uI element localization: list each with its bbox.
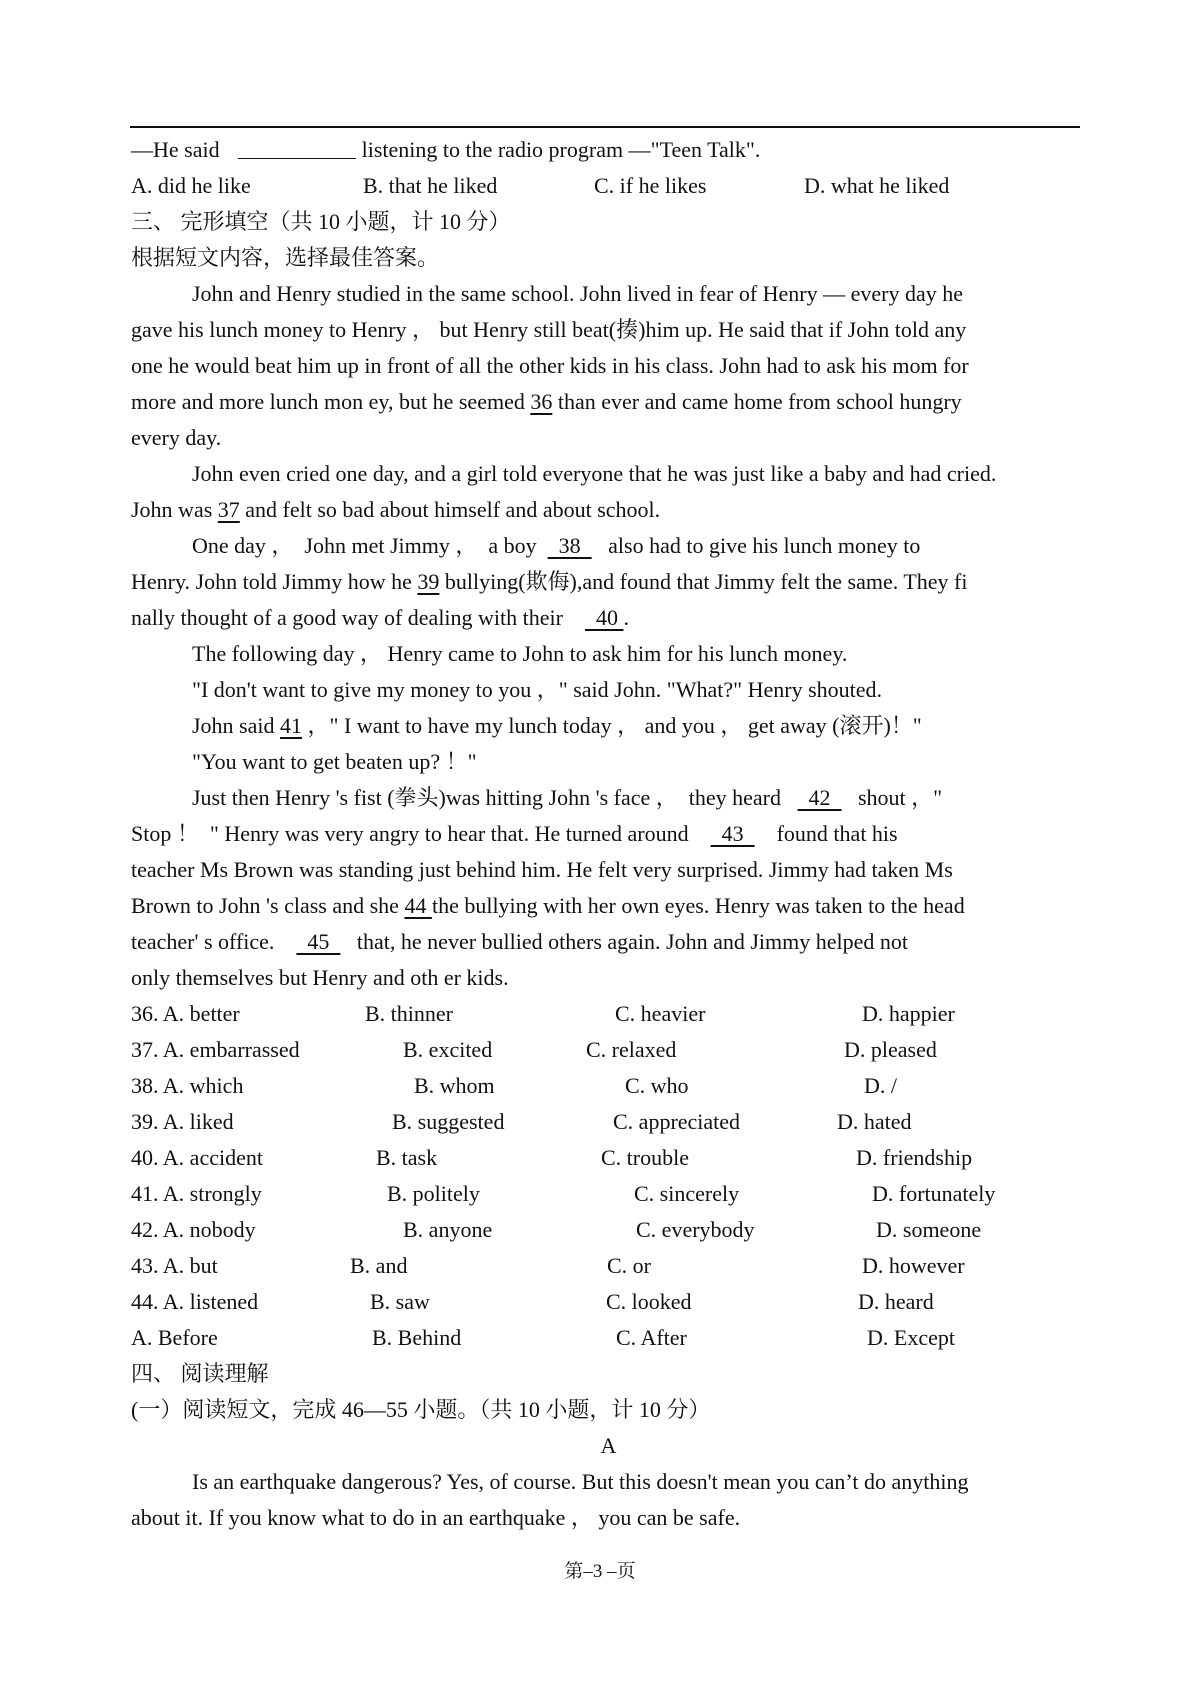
- option-a: 40. A. accident: [131, 1145, 263, 1170]
- option-b: B. that he liked: [363, 173, 498, 198]
- question-previous: [131, 132, 1086, 168]
- passage-line: The following day ， Henry came to John to ask him for his lunch money.: [192, 641, 848, 666]
- option-d: D. Except: [867, 1325, 955, 1350]
- passage-line: [131, 528, 1086, 564]
- option-c: C. sincerely: [634, 1181, 740, 1206]
- option-a: 38. A. which: [131, 1073, 244, 1098]
- passage-line: [131, 564, 1086, 600]
- passage-line: only themselves but Henry and oth er kids.: [131, 965, 509, 990]
- option-row-40: [131, 1140, 1086, 1176]
- blank-37: 37: [217, 497, 240, 522]
- option-row-44: [131, 1284, 1086, 1320]
- option-c: C. trouble: [601, 1145, 689, 1170]
- passage-line: [131, 492, 1086, 528]
- option-row-38: [131, 1068, 1086, 1104]
- option-a: 39. A. liked: [131, 1109, 234, 1134]
- page-footer: 第–3 –页: [564, 1561, 636, 1582]
- passage-text: Brown to John 's class and she: [131, 893, 405, 918]
- blank-36: 36: [530, 389, 553, 414]
- passage-text: also had to give his lunch money to: [591, 533, 921, 558]
- option-a: 44. A. listened: [131, 1289, 259, 1314]
- option-d: D. /: [864, 1073, 897, 1098]
- question-suffix: listening to the radio program —"Teen Talk".: [361, 137, 761, 162]
- passage-text: Just then Henry 's fist (拳头)was hitting John 's face ， they heard: [192, 785, 798, 810]
- blank-39: 39: [417, 569, 440, 594]
- option-a: 36. A. better: [131, 1001, 240, 1026]
- option-row-37: [131, 1032, 1086, 1068]
- passage-line: [131, 924, 1086, 960]
- option-b: B. excited: [403, 1037, 493, 1062]
- passage-line: John and Henry studied in the same school. John lived in fear of Henry — every day he: [192, 281, 964, 306]
- blank-42: 42: [797, 785, 842, 810]
- option-a: 41. A. strongly: [131, 1181, 262, 1206]
- option-b: B. task: [376, 1145, 438, 1170]
- option-b: B. anyone: [403, 1217, 493, 1242]
- option-c: C. who: [625, 1073, 689, 1098]
- passage-line: [131, 708, 1086, 744]
- section4-heading: 四、 阅读理解: [131, 1361, 269, 1386]
- passage-text: John said: [192, 713, 280, 738]
- option-d: D. what he liked: [804, 173, 950, 198]
- passage-text: more and more lunch mon ey, but he seemed: [131, 389, 531, 414]
- option-b: B. and: [350, 1253, 408, 1278]
- reading-line: Is an earthquake dangerous? Yes, of course. But this doesn't mean you can’t do anything: [192, 1469, 969, 1494]
- passage-text: Henry. John told Jimmy how he: [131, 569, 418, 594]
- passage-line: [131, 600, 1086, 636]
- option-c: C. After: [616, 1325, 687, 1350]
- passage-line: John even cried one day, and a girl told everyone that he was just like a baby and had cried.: [192, 461, 997, 486]
- option-d: D. happier: [862, 1001, 955, 1026]
- option-a: 37. A. embarrassed: [131, 1037, 300, 1062]
- passage-line: every day.: [131, 425, 222, 450]
- option-c: C. or: [607, 1253, 651, 1278]
- passage-text: .: [623, 605, 629, 630]
- passage-text: Stop ！ " Henry was very angry to hear that. He turned around: [131, 821, 711, 846]
- option-row-36: [131, 996, 1086, 1032]
- passage-text: and felt so bad about himself and about school.: [239, 497, 661, 522]
- option-c: C. appreciated: [613, 1109, 741, 1134]
- option-a: 42. A. nobody: [131, 1217, 256, 1242]
- option-c: C. everybody: [636, 1217, 755, 1242]
- passage-line: "You want to get beaten up? ！": [192, 749, 477, 774]
- option-row-39: [131, 1104, 1086, 1140]
- passage-line: gave his lunch money to Henry ， but Henry still beat(揍)him up. He said that if John told any: [131, 317, 967, 342]
- question-prefix: —He said: [131, 137, 220, 162]
- option-b: B. suggested: [392, 1109, 505, 1134]
- passage-text: shout ，": [841, 785, 943, 810]
- passage-line: "I don't want to give my money to you ，" said John. "What?" Henry shouted.: [192, 677, 883, 702]
- option-c: C. heavier: [615, 1001, 706, 1026]
- blank-40: 40: [584, 605, 624, 630]
- passage-text: that, he never bullied others again. John and Jimmy helped not: [340, 929, 909, 954]
- option-c: C. relaxed: [586, 1037, 677, 1062]
- option-b: B. saw: [370, 1289, 430, 1314]
- passage-letter: A: [600, 1433, 617, 1458]
- passage-text: bullying(欺侮),and found that Jimmy felt the same. They fi: [439, 569, 968, 594]
- blank-41: 41: [280, 713, 302, 738]
- passage-text: ，" I want to have my lunch today ， and you ， get away (滚开)！": [302, 713, 922, 738]
- option-row-43: [131, 1248, 1086, 1284]
- passage-line: [131, 816, 1086, 852]
- option-d: D. someone: [876, 1217, 982, 1242]
- option-c: C. looked: [606, 1289, 692, 1314]
- question-previous-options: [131, 168, 1086, 204]
- passage-text: the bullying with her own eyes. Henry was taken to the head: [431, 893, 965, 918]
- option-row-41: [131, 1176, 1086, 1212]
- blank-44: 44: [404, 893, 432, 918]
- option-row-45: [131, 1320, 1086, 1356]
- passage-text: nally thought of a good way of dealing with their: [131, 605, 585, 630]
- option-d: D. hated: [837, 1109, 912, 1134]
- blank-43: 43: [710, 821, 755, 846]
- option-b: B. Behind: [372, 1325, 462, 1350]
- passage-text: found that his: [754, 821, 898, 846]
- option-d: D. pleased: [844, 1037, 937, 1062]
- option-d: D. heard: [858, 1289, 934, 1314]
- reading-line: about it. If you know what to do in an earthquake ， you can be safe.: [131, 1505, 741, 1530]
- option-d: D. fortunately: [872, 1181, 996, 1206]
- option-a: 43. A. but: [131, 1253, 218, 1278]
- passage-line: teacher Ms Brown was standing just behind him. He felt very surprised. Jimmy had taken Ms: [131, 857, 953, 882]
- passage-line: [131, 384, 1086, 420]
- section3-instruction: 根据短文内容，选择最佳答案。: [131, 245, 440, 270]
- passage-text: teacher' s office.: [131, 929, 297, 954]
- option-d: D. friendship: [856, 1145, 973, 1170]
- option-b: B. thinner: [365, 1001, 453, 1026]
- option-row-42: [131, 1212, 1086, 1248]
- option-b: B. whom: [414, 1073, 495, 1098]
- passage-line: [131, 780, 1086, 816]
- answer-blank: [238, 136, 356, 159]
- section3-heading: 三、 完形填空（共 10 小题，计 10 分）: [131, 209, 511, 234]
- passage-text: than ever and came home from school hungry: [552, 389, 962, 414]
- option-a: A. did he like: [131, 173, 251, 198]
- option-b: B. politely: [387, 1181, 480, 1206]
- passage-line: one he would beat him up in front of all the other kids in his class. John had to ask his mom for: [131, 353, 969, 378]
- passage-text: One day ， John met Jimmy ， a boy: [192, 533, 548, 558]
- option-c: C. if he likes: [594, 173, 707, 198]
- blank-45: 45: [296, 929, 341, 954]
- passage-text: John was: [131, 497, 218, 522]
- passage-line: [131, 888, 1086, 924]
- blank-38: 38: [547, 533, 592, 558]
- option-d: D. however: [862, 1253, 965, 1278]
- header-rule: [130, 126, 1080, 128]
- section4-subheading: (一）阅读短文，完成 46—55 小题。（共 10 小题，计 10 分）: [131, 1397, 711, 1422]
- page-content: [131, 132, 1086, 1536]
- option-a: A. Before: [131, 1325, 218, 1350]
